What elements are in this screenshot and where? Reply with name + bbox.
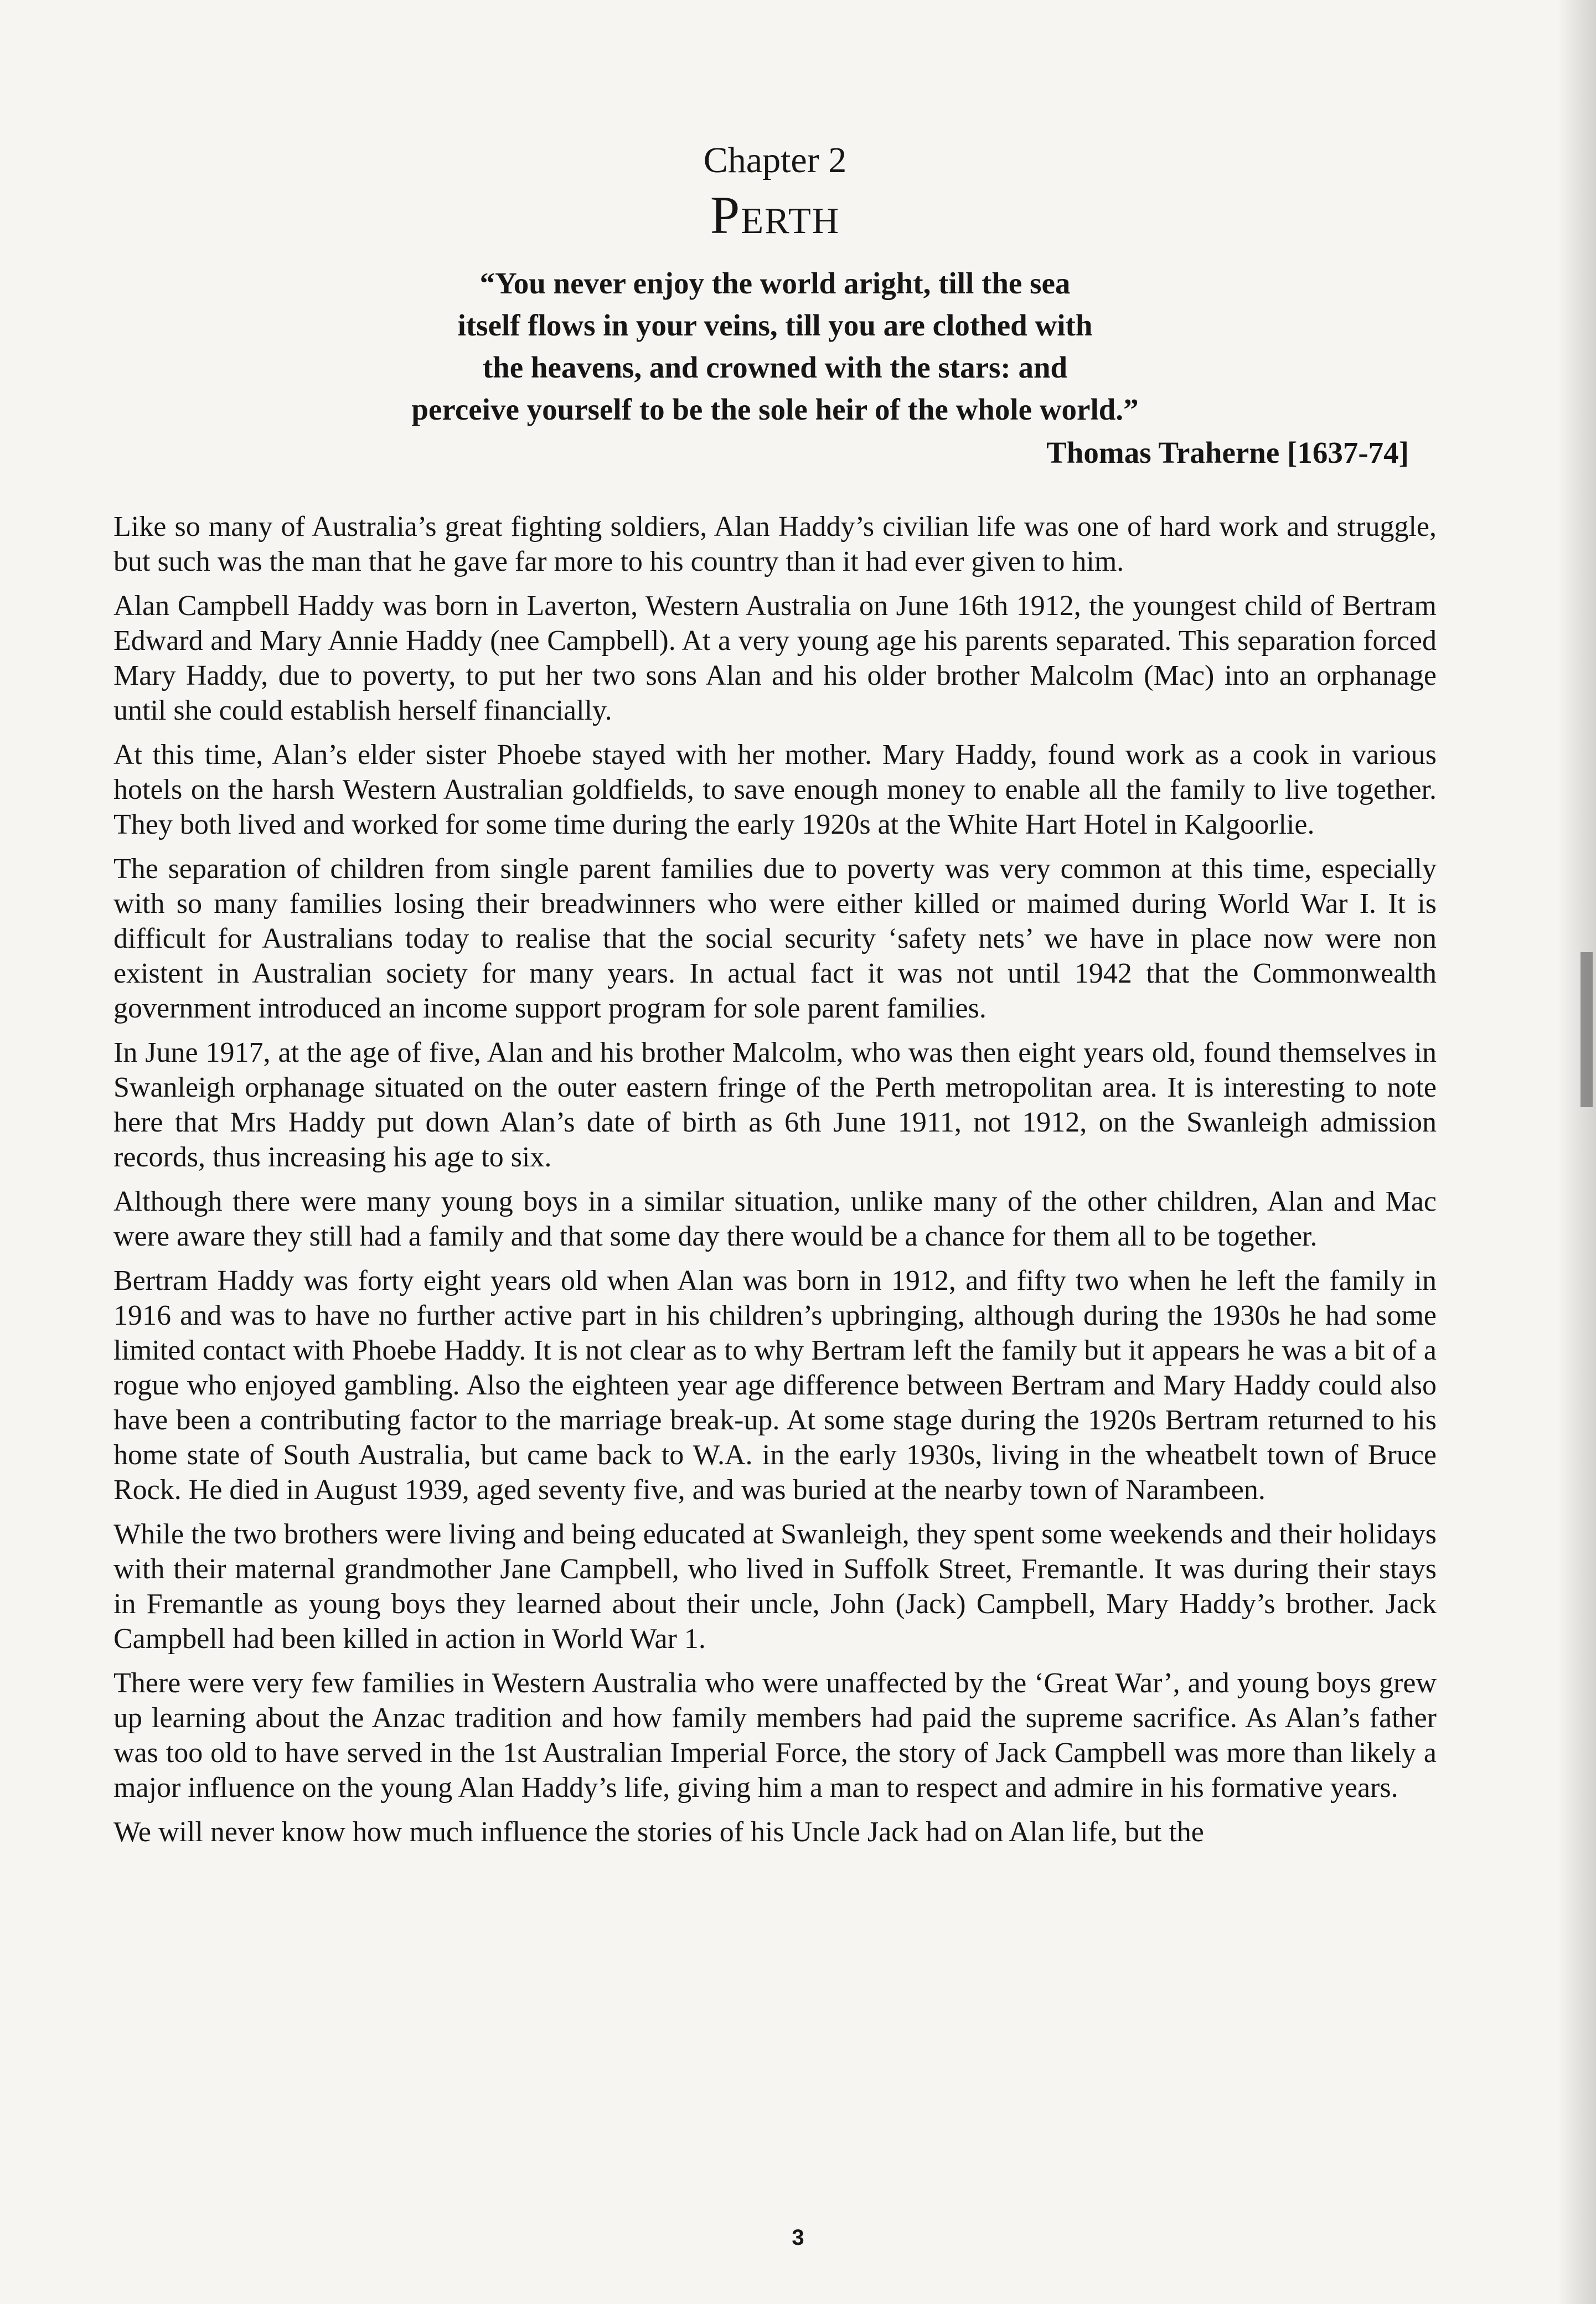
paragraph: There were very few families in Western Australia who were unaffected by the ‘Great War’, and young boys grew up learning about the Anzac tradition and how family members had paid the supreme sacrifice. As Alan’s father was too old to have served in the 1st Australian Imperial Force, the story of Jack Campbell was more than likely a major influence on the young Alan Haddy’s life, giving him a man to respect and admire in his formative years. (113, 1667, 1437, 1804)
paragraph: While the two brothers were living and being educated at Swanleigh, they spent some weekends and their holidays with their maternal grandmother Jane Campbell, who lived in Suffolk Street, Fremantle. It was during their stays in Fremantle as young boys they learned about their uncle, John (Jack) Campbell, Mary Haddy’s brother. Jack Campbell had been killed in action in World War 1. (113, 1518, 1437, 1655)
chapter-title: Perth (710, 185, 840, 245)
paragraph: Bertram Haddy was forty eight years old when Alan was born in 1912, and fifty two when he left the family in 1916 and was to have no further active part in his children’s upbringing, although during the 1930s he had some limited contact with Phoebe Haddy. It is not clear as to why Bertram left the family but it appears he was a bit of a rogue who enjoyed gambling. Also the eighteen year age difference between Bertram and Mary Haddy could also have been a contributing factor to the marriage break-up. At some stage during the 1920s Bertram returned to his home state of South Australia, but came back to W.A. in the early 1930s, living in the wheatbelt town of Bruce Rock. He died in August 1939, aged seventy five, and was buried at the nearby town of Narambeen. (113, 1265, 1437, 1506)
chapter-label: Chapter 2 (703, 140, 847, 180)
scan-edge-mark (1580, 952, 1593, 1107)
epigraph-line: the heavens, and crowned with the stars: and (482, 350, 1068, 384)
paragraph: We will never know how much influence the stories of his Uncle Jack had on Alan life, but the (113, 1816, 1204, 1848)
paragraph: At this time, Alan’s elder sister Phoebe stayed with her mother. Mary Haddy, found work as a cook in various hotels on the harsh Western Australian goldfields, to save enough money to enable all the family to live together. They both lived and worked for some time during the early 1920s at the White Hart Hotel in Kalgoorlie. (113, 739, 1437, 840)
paragraph: Although there were many young boys in a similar situation, unlike many of the other children, Alan and Mac were aware they still had a family and that some day there would be a chance for them all to be together. (113, 1186, 1437, 1252)
epigraph (249, 262, 1301, 431)
paragraph: In June 1917, at the age of five, Alan and his brother Malcolm, who was then eight years old, found themselves in Swanleigh orphanage situated on the outer eastern fringe of the Perth metropolitan area. It is interesting to note here that Mrs Haddy put down Alan’s date of birth as 6th June 1911, not 1912, on the Swanleigh admission records, thus increasing his age to six. (113, 1037, 1437, 1173)
scan-edge-shadow (1557, 0, 1596, 2304)
paragraph: Alan Campbell Haddy was born in Laverton, Western Australia on June 16th 1912, the youngest child of Bertram Edward and Mary Annie Haddy (nee Campbell). At a very young age his parents separated. This separation forced Mary Haddy, due to poverty, to put her two sons Alan and his older brother Malcolm (Mac) into an orphanage until she could establish herself financially. (113, 590, 1437, 726)
epigraph-line: perceive yourself to be the sole heir of the whole world.” (411, 392, 1139, 426)
paragraph: Like so many of Australia’s great fighting soldiers, Alan Haddy’s civilian life was one of hard work and struggle, but such was the man that he gave far more to his country than it had ever given to him. (113, 511, 1437, 577)
book-page (113, 138, 1437, 1859)
epigraph-line: “You never enjoy the world aright, till the sea (479, 266, 1071, 300)
page-number: 3 (792, 2225, 804, 2250)
paragraph: The separation of children from single parent families due to poverty was very common at this time, especially with so many families losing their breadwinners who were either killed or maimed during World War I. It is difficult for Australians today to realise that the social security ‘safety nets’ we have in place now were non existent in Australian society for many years. In actual fact it was not until 1942 that the Commonwealth government introduced an income support program for sole parent families. (113, 853, 1437, 1024)
chapter-body (113, 509, 1437, 1850)
epigraph-author: Thomas Traherne [1637-74] (1046, 436, 1409, 469)
epigraph-line: itself flows in your veins, till you are clothed with (457, 308, 1093, 342)
